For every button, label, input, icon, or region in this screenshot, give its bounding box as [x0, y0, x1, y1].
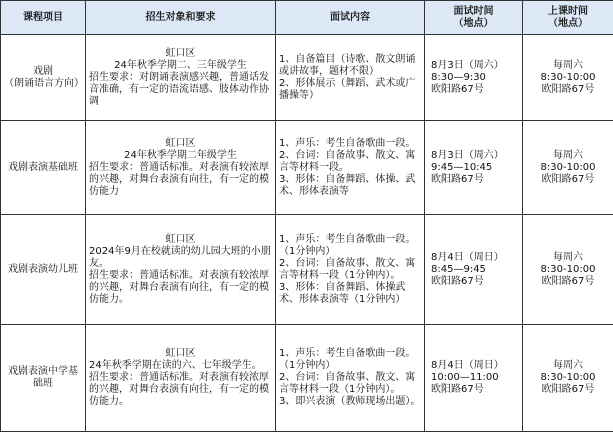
- interview-time-cell: 8月3日（周六） 8:30—9:30 欧阳路67号: [425, 35, 523, 121]
- class-time-cell: 每周六 8:30-10:00 欧阳路67号: [523, 35, 613, 121]
- content-cell: 1、声乐：考生自备歌曲一段。（1分钟内） 2、台词：自备故事、散文、寓言等材料一段（1分钟内）。 3、即兴表演（教师现场出题）。: [276, 325, 425, 432]
- requirements-cell: 虹口区 2024年9月在校就读的幼儿园大班的小朋友。 招生要求：普通话标准。对表演有较浓厚的兴趣，对舞台表演有向往，有一定的模仿能力。: [86, 215, 276, 325]
- content-cell: 1、自备篇目（诗歌、散文朗诵或讲故事，题材不限） 2、形体展示（舞蹈、武术或广播操等）: [276, 35, 425, 121]
- table-row: [1, 121, 613, 215]
- header-class-time: 上课时间 （地点）: [523, 1, 613, 35]
- project-cell: 戏剧表演中学基础班: [1, 325, 86, 432]
- project-cell: 戏剧 （朗诵语言方向）: [1, 35, 86, 121]
- interview-time-cell: 8月3日（周六） 9:45—10:45 欧阳路67号: [425, 121, 523, 215]
- project-cell: 戏剧表演幼儿班: [1, 215, 86, 325]
- interview-time-cell: 8月4日（周日） 8:45—9:45 欧阳路67号: [425, 215, 523, 325]
- header-content: 面试内容: [276, 1, 425, 35]
- table-row: [1, 35, 613, 121]
- requirements-cell: 虹口区 24年秋季学期二、三年级学生 招生要求：对朗诵表演感兴趣，普通话发音准确，有一定的语流语感、肢体动作协调: [86, 35, 276, 121]
- table-row: [1, 215, 613, 325]
- class-time-cell: 每周六 8:30-10:00 欧阳路67号: [523, 215, 613, 325]
- header-interview-time: 面试时间 （地点）: [425, 1, 523, 35]
- class-time-cell: 每周六 8:30-10:00 欧阳路67号: [523, 325, 613, 432]
- header-row: [1, 1, 613, 35]
- requirements-cell: 虹口区 24年秋季学期二年级学生 招生要求：普通话标准。对表演有较浓厚的兴趣，对舞台表演有向往，有一定的模仿能力: [86, 121, 276, 215]
- content-cell: 1、声乐：考生自备歌曲一段。（1分钟内） 2、台词：自备故事、散文、寓言等材料一段（1分钟内）。 3、形体：自备舞蹈、体操武术、形体表演等（1分钟内）: [276, 215, 425, 325]
- content-cell: 1、声乐：考生自备歌曲一段。 2、台词：自备故事、散文、寓言等材料一段。 3、形体：自备舞蹈、体操、武术、形体表演等: [276, 121, 425, 215]
- header-project: 课程项目: [1, 1, 86, 35]
- class-time-cell: 每周六 8:30-10:00 欧阳路67号: [523, 121, 613, 215]
- requirements-cell: 虹口区 24年秋季学期在读的六、七年级学生。 招生要求：普通话标准。对表演有较浓厚的兴趣，对舞台表演有向往，有一定的模仿能力。: [86, 325, 276, 432]
- project-cell: 戏剧表演基础班: [1, 121, 86, 215]
- table-row: [1, 325, 613, 432]
- interview-time-cell: 8月4日（周日） 10:00—11:00 欧阳路67号: [425, 325, 523, 432]
- header-requirements: 招生对象和要求: [86, 1, 276, 35]
